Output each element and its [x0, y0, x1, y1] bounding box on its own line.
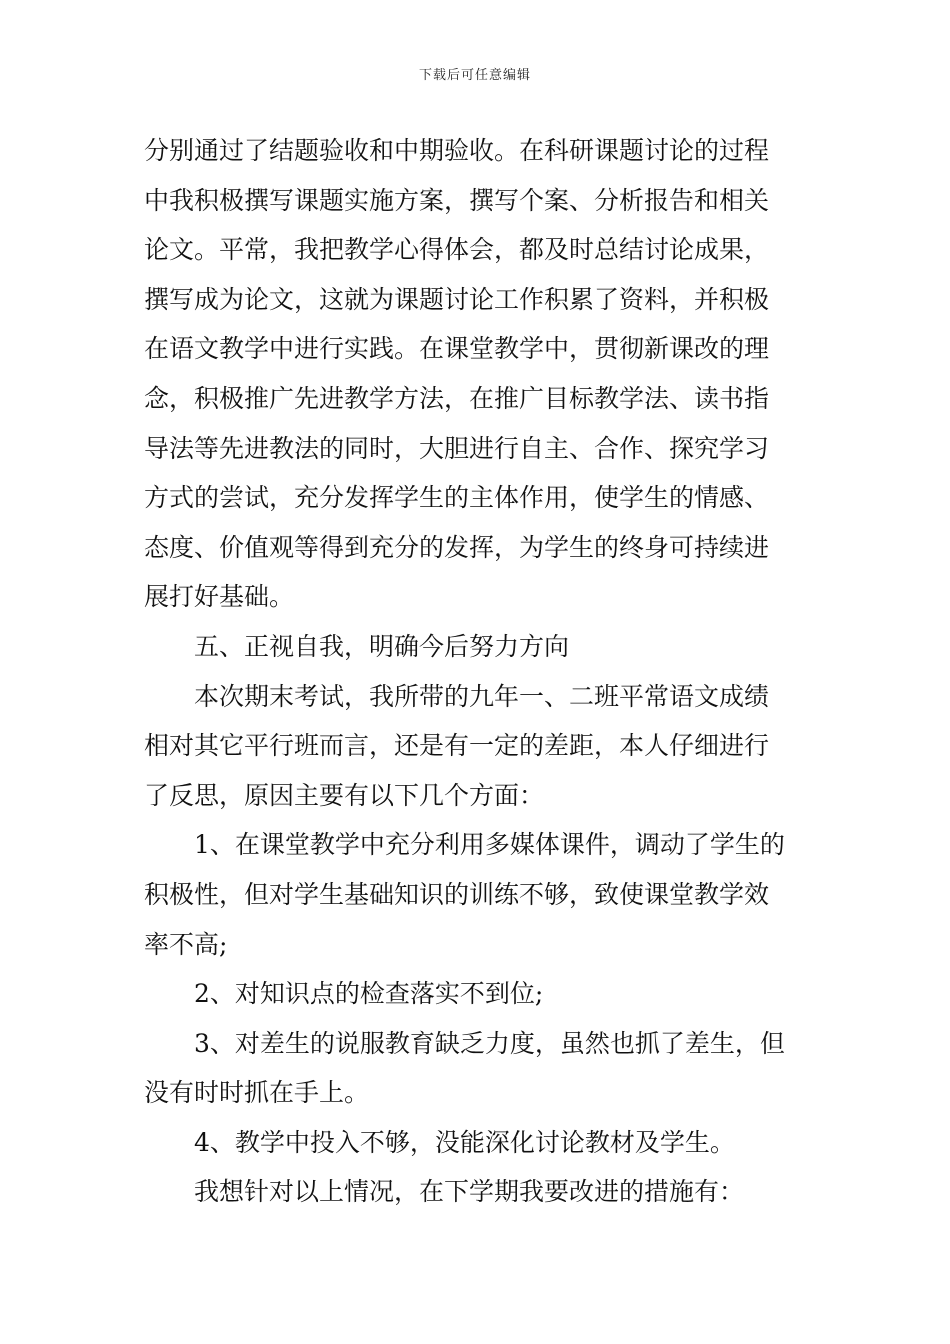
text-line: 态度、价值观等得到充分的发挥，为学生的终身可持续进	[144, 532, 770, 562]
section-heading: 五、正视自我，明确今后努力方向	[194, 631, 570, 661]
text-line: 中我积极撰写课题实施方案，撰写个案、分析报告和相关	[144, 185, 770, 215]
text-line: 念，积极推广先进教学方法，在推广目标教学法、读书指	[144, 383, 770, 413]
text-line: 撰写成为论文，这就为课题讨论工作积累了资料，并积极	[144, 284, 770, 314]
document-body	[144, 126, 808, 1217]
text-line: 论文。平常，我把教学心得体会，都及时总结讨论成果，	[144, 235, 770, 265]
text-line: 在语文教学中进行实践。在课堂教学中，贯彻新课改的理	[144, 334, 770, 364]
text-line: 展打好基础。	[144, 582, 295, 612]
text-line: 没有时时抓在手上。	[144, 1078, 370, 1108]
list-item: 2、对知识点的检查落实不到位;	[194, 979, 544, 1009]
text-line: 导法等先进教法的同时，大胆进行自主、合作、探究学习	[144, 433, 770, 463]
text-line: 积极性，但对学生基础知识的训练不够，致使课堂教学效	[144, 879, 770, 909]
text-line: 本次期末考试，我所带的九年一、二班平常语文成绩	[194, 681, 770, 711]
page-header: 下载后可任意编辑	[418, 68, 531, 83]
text-line: 分别通过了结题验收和中期验收。在科研课题讨论的过程	[144, 136, 770, 165]
text-line: 率不高;	[144, 929, 228, 959]
text-line: 我想针对以上情况，在下学期我要改进的措施有：	[194, 1177, 745, 1207]
list-item: 1、在课堂教学中充分利用多媒体课件，调动了学生的	[194, 830, 785, 860]
text-line: 相对其它平行班而言，还是有一定的差距，本人仔细进行	[144, 731, 770, 761]
list-item: 3、对差生的说服教育缺乏力度，虽然也抓了差生，但	[194, 1028, 785, 1058]
list-item: 4、教学中投入不够，没能深化讨论教材及学生。	[194, 1127, 735, 1157]
text-line: 了反思，原因主要有以下几个方面：	[144, 780, 545, 810]
text-line: 方式的尝试，充分发挥学生的主体作用，使学生的情感、	[144, 483, 770, 513]
